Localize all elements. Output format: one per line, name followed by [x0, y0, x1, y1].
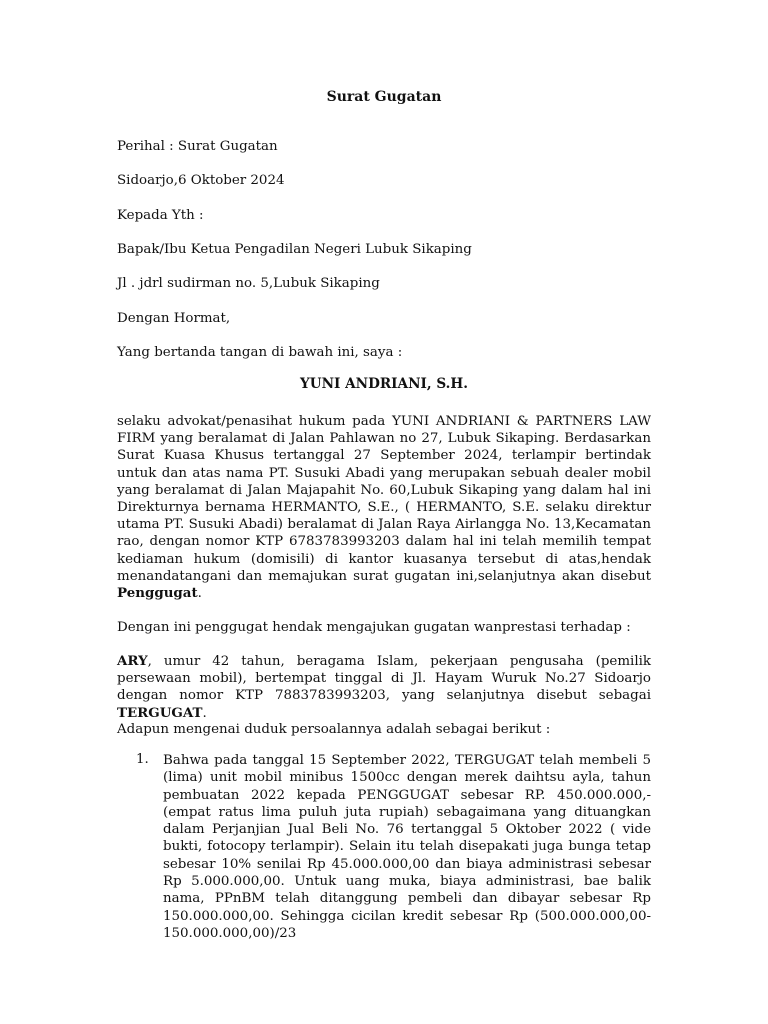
paragraph-advocate-end: . [197, 586, 202, 602]
paragraph-duduk-persoalan: Adapun mengenai duduk persoalannya adalah sebagai berikut : [117, 722, 551, 737]
paragraph-wanprestasi: Dengan ini penggugat hendak mengajukan gugatan wanprestasi terhadap : [117, 620, 631, 635]
tergugat-term: TERGUGAT [117, 704, 203, 721]
defendant-name: ARY [117, 653, 148, 669]
paragraph-tergugat [117, 653, 651, 722]
penggugat-term: Penggugat [117, 585, 198, 602]
list-item [117, 752, 651, 942]
paragraph-advocate-text: selaku advokat/penasihat hukum pada YUNI ANDRIANI & PARTNERS LAW FIRM yang beralamat di Jalan Pahlawan no 27, Lubuk Sikaping. Berdasarkan Surat Kuasa Khusus tertanggal 27 September 2024, terlampir bertindak untuk dan atas nama PT. Susuki Abadi yang merupakan sebuah dealer mobil yang beralamat di Jalan Majapahit No. 60,Lubuk Sikaping yang dalam hal ini Direkturnya bernama HERMANTO, S.E., ( HERMANTO, S.E. selaku direktur utama PT. Susuki Abadi) beralamat di Jalan Raya Airlangga No. 13,Kecamatan rao, dengan nomor KTP 6783783993203 dalam hal ini telah memilih tempat kediaman hukum (domisili) di kantor kuasanya tersebut di atas,hendak menandatangani dan memajukan surat gugatan ini,selanjutnya akan disebut [117, 414, 651, 584]
list-item-text: Bahwa pada tanggal 15 September 2022, TERGUGAT telah membeli 5 (lima) unit mobil minibus 1500cc dengan merek daihtsu ayla, tahun pembuatan 2022 kepada PENGGUGAT sebesar RP. 450.000.000,- (empat ratus lima puluh juta rupiah) sebagaimana yang dituangkan dalam Perjanjian Jual Beli No. 76 tertanggal 5 Oktober 2022 ( vide bukti, fotocopy terlampir). Selain itu telah disepakati juga bunga tetap sebesar 10% senilai Rp 45.000.000,00 dan biaya administrasi sebesar Rp 5.000.000,00. Untuk uang muka, biaya administrasi, bae balik nama, PPnBM telah ditanggung pembeli dan dibayar sebesar Rp 150.000.000,00. Sehingga cicilan kredit sebesar Rp (500.000.000,00-150.000.000,00)/23 [163, 753, 651, 941]
advocate-name: YUNI ANDRIANI, S.H. [300, 376, 468, 392]
document-title: Surat Gugatan [326, 89, 442, 105]
greeting-line: Dengan Hormat, [117, 311, 231, 326]
address-line: Jl . jdrl sudirman no. 5,Lubuk Sikaping [117, 276, 380, 291]
intro-line: Yang bertanda tangan di bawah ini, saya : [117, 345, 403, 360]
paragraph-tergugat-end: . [202, 705, 207, 721]
recipient-line: Bapak/Ibu Ketua Pengadilan Negeri Lubuk Sikaping [117, 242, 472, 257]
kepada-line: Kepada Yth : [117, 208, 204, 223]
perihal-line: Perihal : Surat Gugatan [117, 139, 278, 154]
paragraph-advocate [117, 413, 651, 602]
paragraph-tergugat-text: , umur 42 tahun, beragama Islam, pekerjaan pengusaha (pemilik persewaan mobil), bertempat tinggal di Jl. Hayam Wuruk No.27 Sidoarjo dengan nomor KTP 7883783993203, yang selanjutnya disebut sebagai [117, 654, 651, 704]
list-item-number: 1. [136, 752, 149, 767]
place-date-line: Sidoarjo,6 Oktober 2024 [117, 173, 285, 188]
facts-list [117, 752, 651, 942]
